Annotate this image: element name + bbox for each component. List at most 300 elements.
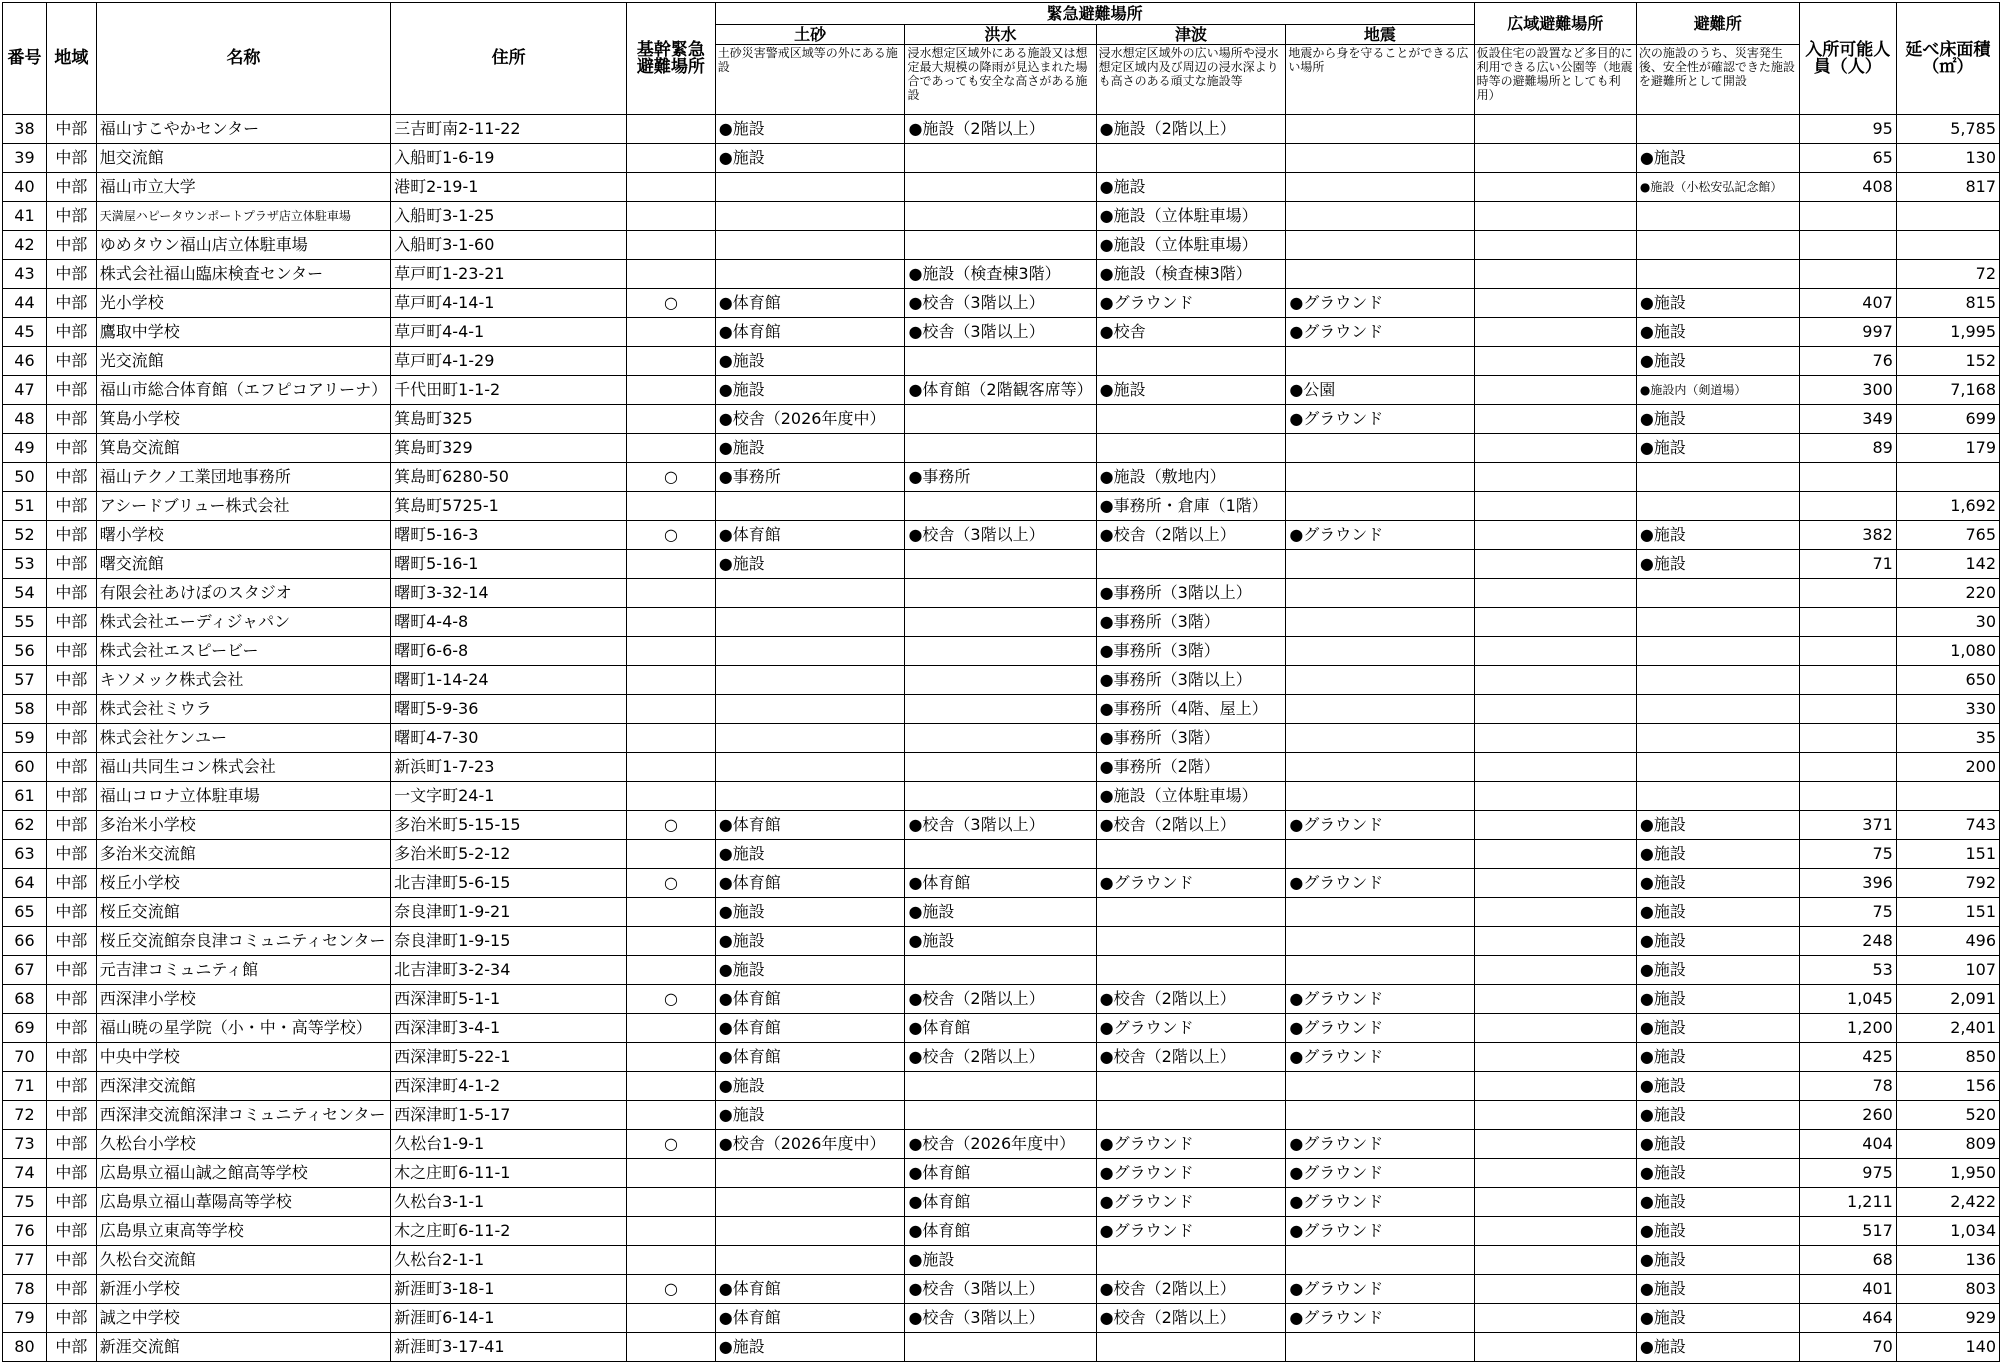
cell-no: 40 (3, 173, 47, 202)
table-row (3, 231, 2000, 260)
cell-dosha (715, 260, 905, 289)
cell-core-emergency (627, 898, 716, 927)
cell-tsunami: ●施設 (1096, 173, 1286, 202)
cell-floor-area: 151 (1896, 840, 1999, 869)
header-wide-area: 広域避難場所 (1474, 3, 1636, 45)
cell-shelter: ●施設 (1636, 1014, 1799, 1043)
table-row (3, 1159, 2000, 1188)
cell-tsunami: ●グラウンド (1096, 1159, 1286, 1188)
cell-tsunami (1096, 898, 1286, 927)
cell-dosha: ●体育館 (715, 289, 905, 318)
cell-region: 中部 (46, 1101, 96, 1130)
cell-kozui: ●施設 (905, 927, 1096, 956)
cell-name: 福山テクノ工業団地事務所 (96, 463, 390, 492)
cell-core-emergency (627, 260, 716, 289)
cell-jishin (1286, 173, 1474, 202)
cell-dosha (715, 1188, 905, 1217)
cell-no: 60 (3, 753, 47, 782)
cell-jishin (1286, 202, 1474, 231)
cell-capacity: 371 (1799, 811, 1896, 840)
cell-core-emergency (627, 347, 716, 376)
cell-wide-area (1474, 1246, 1636, 1275)
cell-shelter: ●施設 (1636, 1217, 1799, 1246)
cell-wide-area (1474, 1304, 1636, 1333)
cell-name: 福山すこやかセンター (96, 115, 390, 144)
cell-jishin: ●公園 (1286, 376, 1474, 405)
cell-wide-area (1474, 869, 1636, 898)
cell-name: 新涯小学校 (96, 1275, 390, 1304)
cell-shelter: ●施設 (1636, 1101, 1799, 1130)
cell-capacity: 1,200 (1799, 1014, 1896, 1043)
cell-wide-area (1474, 115, 1636, 144)
cell-no: 51 (3, 492, 47, 521)
table-row (3, 376, 2000, 405)
cell-dosha (715, 492, 905, 521)
cell-kozui: ●校舎（3階以上） (905, 811, 1096, 840)
cell-jishin: ●グラウンド (1286, 1304, 1474, 1333)
cell-name: 株式会社ミウラ (96, 695, 390, 724)
cell-capacity: 75 (1799, 898, 1896, 927)
cell-dosha: ●施設 (715, 347, 905, 376)
cell-dosha: ●施設 (715, 144, 905, 173)
cell-name: 桜丘小学校 (96, 869, 390, 898)
cell-shelter: ●施設 (1636, 1304, 1799, 1333)
cell-core-emergency: ○ (627, 985, 716, 1014)
cell-capacity (1799, 637, 1896, 666)
header-emergency-group: 緊急避難場所 (715, 3, 1474, 25)
cell-core-emergency (627, 231, 716, 260)
cell-jishin: ●グラウンド (1286, 1130, 1474, 1159)
cell-core-emergency (627, 956, 716, 985)
cell-name: 西深津小学校 (96, 985, 390, 1014)
cell-core-emergency (627, 1043, 716, 1072)
cell-tsunami: ●施設（敷地内） (1096, 463, 1286, 492)
cell-kozui: ●施設（2階以上） (905, 115, 1096, 144)
header-address: 住所 (391, 3, 627, 115)
cell-core-emergency (627, 376, 716, 405)
cell-region: 中部 (46, 318, 96, 347)
cell-dosha: ●校舎（2026年度中） (715, 405, 905, 434)
cell-floor-area: 130 (1896, 144, 1999, 173)
cell-kozui: ●体育館 (905, 1159, 1096, 1188)
cell-floor-area (1896, 202, 1999, 231)
cell-floor-area: 1,950 (1896, 1159, 1999, 1188)
cell-name: 久松台小学校 (96, 1130, 390, 1159)
cell-kozui: ●校舎（3階以上） (905, 1304, 1096, 1333)
cell-name: 鷹取中学校 (96, 318, 390, 347)
cell-no: 56 (3, 637, 47, 666)
cell-floor-area: 5,785 (1896, 115, 1999, 144)
cell-name: 福山コロナ立体駐車場 (96, 782, 390, 811)
cell-name: 誠之中学校 (96, 1304, 390, 1333)
cell-region: 中部 (46, 463, 96, 492)
cell-tsunami: ●事務所（3階以上） (1096, 579, 1286, 608)
cell-jishin (1286, 927, 1474, 956)
cell-no: 50 (3, 463, 47, 492)
cell-name: 曙交流館 (96, 550, 390, 579)
cell-kozui: ●施設 (905, 1246, 1096, 1275)
cell-kozui (905, 666, 1096, 695)
cell-kozui (905, 202, 1096, 231)
table-row (3, 869, 2000, 898)
cell-jishin (1286, 144, 1474, 173)
cell-floor-area: 817 (1896, 173, 1999, 202)
header-shelter: 避難所 (1636, 3, 1799, 45)
cell-region: 中部 (46, 260, 96, 289)
header-floor-area: 延べ床面積（㎡） (1896, 3, 1999, 115)
cell-no: 70 (3, 1043, 47, 1072)
cell-dosha: ●施設 (715, 376, 905, 405)
cell-capacity: 1,211 (1799, 1188, 1896, 1217)
cell-dosha: ●施設 (715, 898, 905, 927)
cell-capacity: 53 (1799, 956, 1896, 985)
cell-jishin (1286, 666, 1474, 695)
cell-core-emergency (627, 1014, 716, 1043)
cell-shelter: ●施設内（剣道場） (1636, 376, 1799, 405)
cell-address: 曙町3-32-14 (391, 579, 627, 608)
cell-address: 多治米町5-2-12 (391, 840, 627, 869)
cell-shelter: ●施設 (1636, 1130, 1799, 1159)
cell-region: 中部 (46, 1304, 96, 1333)
cell-region: 中部 (46, 347, 96, 376)
cell-kozui: ●校舎（2階以上） (905, 985, 1096, 1014)
cell-capacity: 404 (1799, 1130, 1896, 1159)
cell-dosha: ●施設 (715, 1333, 905, 1362)
cell-dosha: ●施設 (715, 434, 905, 463)
cell-wide-area (1474, 173, 1636, 202)
cell-address: 箕島町5725-1 (391, 492, 627, 521)
cell-capacity: 70 (1799, 1333, 1896, 1362)
table-row (3, 608, 2000, 637)
cell-dosha (715, 753, 905, 782)
header-wide-area-desc: 仮設住宅の設置など多目的に利用できる広い公園等（地震時等の避難場所としても利用） (1474, 45, 1636, 115)
cell-region: 中部 (46, 927, 96, 956)
table-row (3, 1246, 2000, 1275)
cell-region: 中部 (46, 1333, 96, 1362)
cell-address: 久松台1-9-1 (391, 1130, 627, 1159)
cell-region: 中部 (46, 202, 96, 231)
cell-core-emergency (627, 202, 716, 231)
cell-address: 一文字町24-1 (391, 782, 627, 811)
cell-kozui (905, 753, 1096, 782)
cell-floor-area: 2,091 (1896, 985, 1999, 1014)
cell-core-emergency (627, 1333, 716, 1362)
cell-address: 曙町4-4-8 (391, 608, 627, 637)
cell-jishin (1286, 724, 1474, 753)
cell-kozui (905, 550, 1096, 579)
cell-address: 木之庄町6-11-1 (391, 1159, 627, 1188)
cell-dosha (715, 1159, 905, 1188)
table-row (3, 144, 2000, 173)
cell-kozui (905, 724, 1096, 753)
cell-core-emergency (627, 1072, 716, 1101)
cell-shelter: ●施設 (1636, 521, 1799, 550)
cell-capacity: 396 (1799, 869, 1896, 898)
cell-floor-area: 1,692 (1896, 492, 1999, 521)
table-row (3, 347, 2000, 376)
cell-region: 中部 (46, 1275, 96, 1304)
cell-wide-area (1474, 1159, 1636, 1188)
cell-no: 55 (3, 608, 47, 637)
cell-no: 68 (3, 985, 47, 1014)
cell-address: 曙町4-7-30 (391, 724, 627, 753)
cell-no: 59 (3, 724, 47, 753)
cell-tsunami: ●グラウンド (1096, 869, 1286, 898)
cell-shelter: ●施設 (1636, 1159, 1799, 1188)
cell-dosha (715, 608, 905, 637)
cell-dosha: ●体育館 (715, 1304, 905, 1333)
cell-kozui (905, 782, 1096, 811)
cell-dosha (715, 1217, 905, 1246)
cell-dosha: ●体育館 (715, 521, 905, 550)
cell-capacity: 407 (1799, 289, 1896, 318)
cell-capacity (1799, 608, 1896, 637)
cell-no: 39 (3, 144, 47, 173)
cell-region: 中部 (46, 811, 96, 840)
cell-capacity: 975 (1799, 1159, 1896, 1188)
cell-no: 72 (3, 1101, 47, 1130)
cell-address: 曙町6-6-8 (391, 637, 627, 666)
cell-no: 65 (3, 898, 47, 927)
cell-jishin: ●グラウンド (1286, 318, 1474, 347)
cell-floor-area: 72 (1896, 260, 1999, 289)
cell-address: 港町2-19-1 (391, 173, 627, 202)
cell-name: 新涯交流館 (96, 1333, 390, 1362)
cell-dosha (715, 724, 905, 753)
cell-no: 64 (3, 869, 47, 898)
cell-name: 株式会社福山臨床検査センター (96, 260, 390, 289)
cell-wide-area (1474, 840, 1636, 869)
table-row (3, 666, 2000, 695)
cell-dosha: ●施設 (715, 1072, 905, 1101)
cell-address: 箕島町329 (391, 434, 627, 463)
cell-address: 曙町1-14-24 (391, 666, 627, 695)
cell-shelter: ●施設 (1636, 318, 1799, 347)
cell-floor-area: 179 (1896, 434, 1999, 463)
cell-jishin (1286, 550, 1474, 579)
cell-shelter (1636, 231, 1799, 260)
cell-wide-area (1474, 434, 1636, 463)
cell-core-emergency (627, 318, 716, 347)
cell-capacity (1799, 666, 1896, 695)
cell-tsunami: ●施設（2階以上） (1096, 115, 1286, 144)
cell-kozui: ●体育館 (905, 1188, 1096, 1217)
cell-name: 箕島交流館 (96, 434, 390, 463)
cell-shelter (1636, 260, 1799, 289)
cell-name: 中央中学校 (96, 1043, 390, 1072)
cell-floor-area: 151 (1896, 898, 1999, 927)
cell-jishin: ●グラウンド (1286, 811, 1474, 840)
header-tsunami: 津波 (1096, 25, 1286, 45)
cell-kozui (905, 173, 1096, 202)
cell-shelter: ●施設 (1636, 1246, 1799, 1275)
cell-jishin: ●グラウンド (1286, 289, 1474, 318)
cell-no: 75 (3, 1188, 47, 1217)
cell-floor-area: 7,168 (1896, 376, 1999, 405)
cell-kozui: ●校舎（2026年度中） (905, 1130, 1096, 1159)
cell-shelter (1636, 115, 1799, 144)
cell-tsunami: ●施設（立体駐車場） (1096, 782, 1286, 811)
cell-name: 西深津交流館 (96, 1072, 390, 1101)
cell-dosha (715, 695, 905, 724)
cell-tsunami: ●施設（検査棟3階） (1096, 260, 1286, 289)
cell-tsunami (1096, 1333, 1286, 1362)
cell-shelter (1636, 608, 1799, 637)
cell-dosha (715, 1246, 905, 1275)
cell-name: 天満屋ハピータウンポートプラザ店立体駐車場 (96, 202, 390, 231)
cell-wide-area (1474, 1333, 1636, 1362)
cell-core-emergency (627, 782, 716, 811)
cell-core-emergency: ○ (627, 289, 716, 318)
cell-floor-area: 2,401 (1896, 1014, 1999, 1043)
cell-tsunami: ●事務所（4階、屋上） (1096, 695, 1286, 724)
header-dosha-desc: 土砂災害警戒区域等の外にある施設 (715, 45, 905, 115)
cell-kozui (905, 579, 1096, 608)
cell-region: 中部 (46, 956, 96, 985)
cell-name: 多治米交流館 (96, 840, 390, 869)
cell-name: 株式会社エーディジャパン (96, 608, 390, 637)
cell-tsunami: ●校舎 (1096, 318, 1286, 347)
cell-core-emergency (627, 1304, 716, 1333)
cell-tsunami: ●事務所（2階） (1096, 753, 1286, 782)
cell-capacity (1799, 579, 1896, 608)
table-row (3, 463, 2000, 492)
cell-shelter: ●施設 (1636, 405, 1799, 434)
cell-no: 58 (3, 695, 47, 724)
cell-tsunami: ●施設（立体駐車場） (1096, 202, 1286, 231)
cell-shelter: ●施設 (1636, 985, 1799, 1014)
cell-wide-area (1474, 1014, 1636, 1043)
cell-no: 61 (3, 782, 47, 811)
cell-shelter (1636, 637, 1799, 666)
cell-name: キソメック株式会社 (96, 666, 390, 695)
cell-capacity: 89 (1799, 434, 1896, 463)
cell-wide-area (1474, 1217, 1636, 1246)
cell-wide-area (1474, 811, 1636, 840)
cell-floor-area: 803 (1896, 1275, 1999, 1304)
cell-floor-area: 136 (1896, 1246, 1999, 1275)
cell-floor-area: 809 (1896, 1130, 1999, 1159)
cell-address: 西深津町1-5-17 (391, 1101, 627, 1130)
cell-capacity: 78 (1799, 1072, 1896, 1101)
cell-address: 入船町3-1-60 (391, 231, 627, 260)
cell-kozui: ●事務所 (905, 463, 1096, 492)
table-row (3, 318, 2000, 347)
cell-floor-area: 743 (1896, 811, 1999, 840)
cell-no: 46 (3, 347, 47, 376)
cell-core-emergency (627, 1246, 716, 1275)
cell-address: 多治米町5-15-15 (391, 811, 627, 840)
cell-floor-area: 1,034 (1896, 1217, 1999, 1246)
cell-region: 中部 (46, 753, 96, 782)
cell-region: 中部 (46, 695, 96, 724)
cell-wide-area (1474, 695, 1636, 724)
cell-core-emergency (627, 579, 716, 608)
cell-capacity: 300 (1799, 376, 1896, 405)
cell-shelter (1636, 463, 1799, 492)
cell-floor-area: 792 (1896, 869, 1999, 898)
cell-wide-area (1474, 666, 1636, 695)
cell-tsunami: ●事務所・倉庫（1階） (1096, 492, 1286, 521)
cell-core-emergency (627, 724, 716, 753)
cell-core-emergency: ○ (627, 869, 716, 898)
cell-wide-area (1474, 405, 1636, 434)
cell-dosha: ●施設 (715, 840, 905, 869)
cell-address: 新涯町3-18-1 (391, 1275, 627, 1304)
cell-tsunami (1096, 956, 1286, 985)
cell-core-emergency (627, 434, 716, 463)
cell-capacity (1799, 753, 1896, 782)
table-row (3, 753, 2000, 782)
cell-name: 福山共同生コン株式会社 (96, 753, 390, 782)
cell-address: 入船町1-6-19 (391, 144, 627, 173)
cell-no: 41 (3, 202, 47, 231)
cell-wide-area (1474, 347, 1636, 376)
header-no: 番号 (3, 3, 47, 115)
cell-jishin (1286, 1101, 1474, 1130)
cell-dosha: ●体育館 (715, 1014, 905, 1043)
cell-capacity: 425 (1799, 1043, 1896, 1072)
cell-dosha (715, 579, 905, 608)
cell-capacity: 997 (1799, 318, 1896, 347)
cell-address: 千代田町1-1-2 (391, 376, 627, 405)
table-row (3, 724, 2000, 753)
cell-address: 北吉津町5-6-15 (391, 869, 627, 898)
cell-address: 西深津町5-1-1 (391, 985, 627, 1014)
cell-core-emergency (627, 1101, 716, 1130)
cell-floor-area: 765 (1896, 521, 1999, 550)
cell-tsunami: ●事務所（3階） (1096, 724, 1286, 753)
cell-address: 久松台2-1-1 (391, 1246, 627, 1275)
table-row (3, 811, 2000, 840)
header-shelter-desc: 次の施設のうち、災害発生後、安全性が確認できた施設を避難所として開設 (1636, 45, 1799, 115)
cell-dosha: ●体育館 (715, 1275, 905, 1304)
cell-wide-area (1474, 1130, 1636, 1159)
cell-no: 74 (3, 1159, 47, 1188)
cell-jishin (1286, 782, 1474, 811)
cell-address: 木之庄町6-11-2 (391, 1217, 627, 1246)
cell-dosha (715, 173, 905, 202)
cell-address: 箕島町6280-50 (391, 463, 627, 492)
cell-capacity: 248 (1799, 927, 1896, 956)
cell-jishin (1286, 579, 1474, 608)
cell-capacity: 65 (1799, 144, 1896, 173)
cell-no: 66 (3, 927, 47, 956)
cell-jishin (1286, 231, 1474, 260)
cell-wide-area (1474, 579, 1636, 608)
cell-address: 草戸町4-14-1 (391, 289, 627, 318)
cell-name: 広島県立福山葦陽高等学校 (96, 1188, 390, 1217)
header-tsunami-desc: 浸水想定区域外の広い場所や浸水想定区域内及び周辺の浸水深よりも高さのある頑丈な施設等 (1096, 45, 1286, 115)
cell-region: 中部 (46, 1072, 96, 1101)
cell-shelter: ●施設 (1636, 811, 1799, 840)
cell-name: 桜丘交流館 (96, 898, 390, 927)
cell-region: 中部 (46, 521, 96, 550)
cell-kozui: ●校舎（3階以上） (905, 521, 1096, 550)
cell-dosha: ●体育館 (715, 869, 905, 898)
cell-kozui: ●校舎（3階以上） (905, 318, 1096, 347)
cell-region: 中部 (46, 840, 96, 869)
cell-address: 奈良津町1-9-21 (391, 898, 627, 927)
cell-no: 57 (3, 666, 47, 695)
cell-no: 73 (3, 1130, 47, 1159)
table-row (3, 434, 2000, 463)
cell-jishin (1286, 492, 1474, 521)
header-dosha: 土砂 (715, 25, 905, 45)
cell-wide-area (1474, 1072, 1636, 1101)
cell-shelter: ●施設 (1636, 869, 1799, 898)
cell-kozui: ●校舎（3階以上） (905, 289, 1096, 318)
